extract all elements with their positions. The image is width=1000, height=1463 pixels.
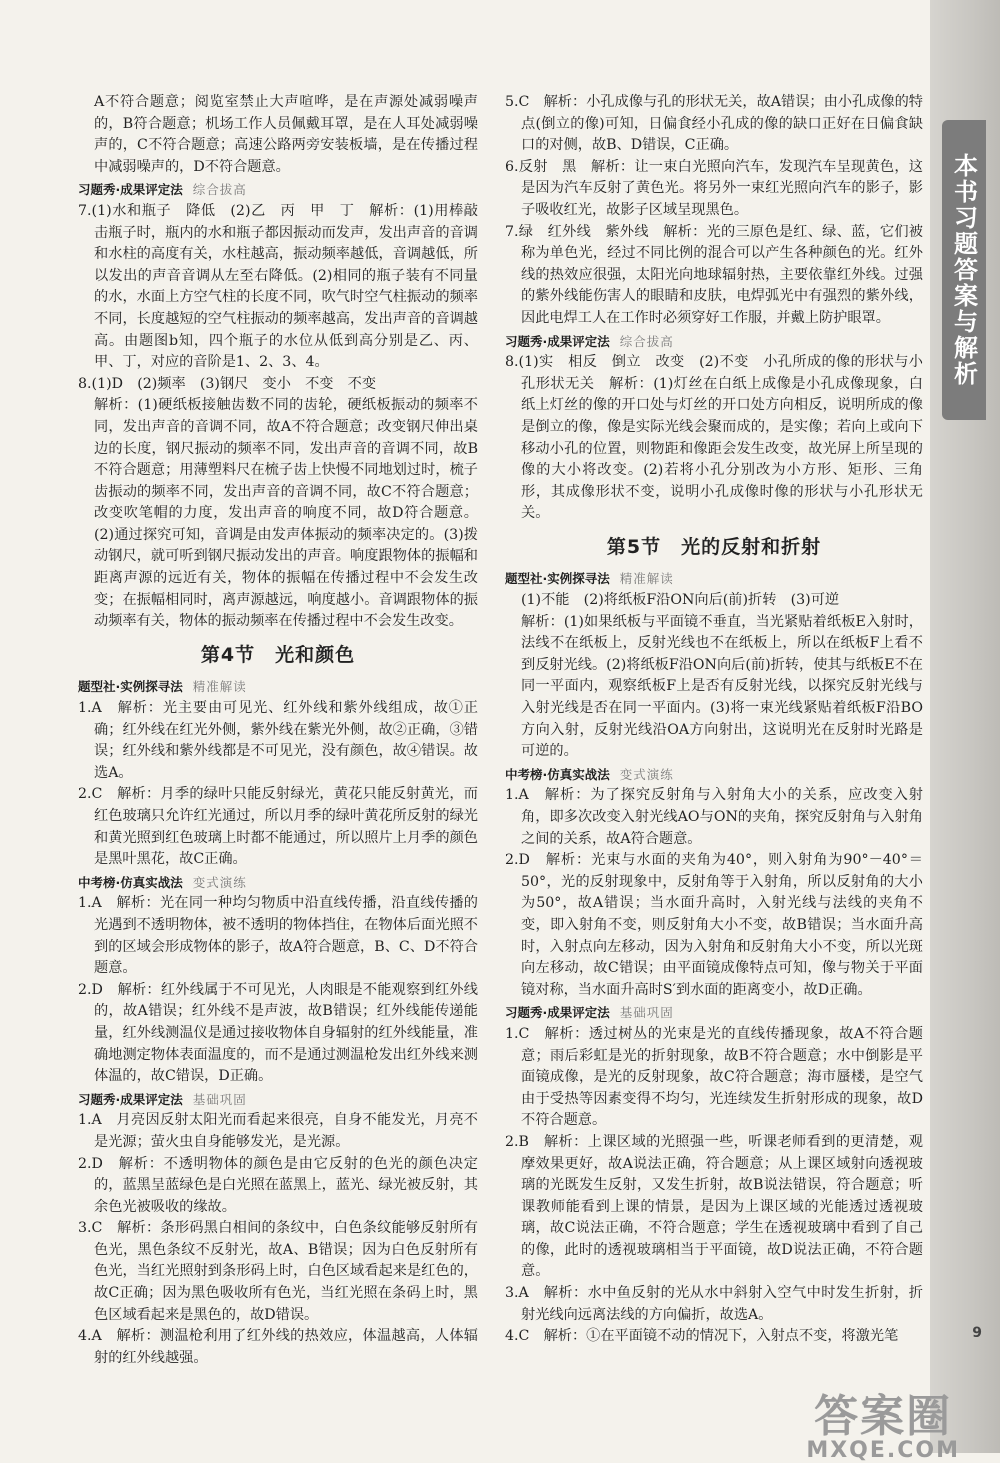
watermark-url: MXQE.COM (806, 1438, 960, 1463)
answer-paragraph: 7.绿 红外线 紫外线 解析：光的三原色是红、绿、蓝，它们被称为单色光，经过不同比例的混合可以产生各种颜色的光。红外线的热效应很强，太阳光向地球辐射热，主要依靠红外线。过强的紫外线能伤害人的眼睛和皮肤，电焊弧光中有强烈的紫外线，因此电焊工人在工作时必须穿好工作服，并戴上防护眼罩。 (505, 223, 923, 326)
subsection-label: 中考榜·仿真实战法 (505, 766, 610, 782)
answer-paragraph: 2.D 解析：光束与水面的夹角为40°，则入射角为90°－40°＝50°，光的反射现象中，反射角等于入射角，所以反射角的大小为50°，故A错误；当水面升高时，入射光线与法线的夹角不变，即入射角不变，则反射角大小不变，故B错误；当水面升高时，入射点向左移动，因为入射角和反射角大小不变，所以光斑向左移动，故C错误；由平面镜成像特点可知，像与物关于平面镜对称，当水面升高时S′到水面的距离变小，故D正确。 (505, 852, 923, 998)
answer-paragraph: A不符合题意；阅览室禁止大声喧哗，是在声源处减弱噪声的，B符合题意；机场工作人员佩戴耳罩，是在人耳处减弱噪声的，C不符合题意；高速公路两旁安装板墙，是在传播过程中减弱噪声的，D不符合题意。 (94, 94, 478, 175)
subsection-label: 习题秀·成果评定法 (78, 182, 183, 198)
subsection-tag: 变式演练 (192, 874, 247, 890)
answer-paragraph: 1.A 月亮因反射太阳光而看起来很亮，自身不能发光，月亮不是光源；萤火虫自身能够发光，是光源。 (78, 1112, 478, 1150)
subsection-label: 习题秀·成果评定法 (78, 1091, 183, 1107)
subsection-tag: 综合拔高 (192, 182, 247, 198)
answer-paragraph: 1.A 解析：光在同一种均匀物质中沿直线传播，沿直线传播的光遇到不透明物体，被不透明的物体挡住，在物体后面光照不到的区域会形成物体的影子，故A符合题意，B、C、D不符合题意。 (78, 895, 478, 977)
subsection-heading (505, 331, 923, 353)
page-number: 9 (972, 1325, 982, 1341)
subsection-heading (505, 568, 923, 590)
answer-paragraph: 4.A 解析：测温枪利用了红外线的热效应，体温越高，人体辐射的红外线越强。 (78, 1328, 478, 1366)
answer-paragraph: 8.(1)D (2)频率 (3)钢尺 变小 不变 不变 (78, 375, 377, 392)
subsection-heading (505, 764, 923, 786)
answer-paragraph: 3.C 解析：条形码黑白相间的条纹中，白色条纹能够反射所有色光，黑色条纹不反射光，故A、B错误；因为白色反射所有色光，当红光照射到条形码上时，白色区域看起来是红色的，故C正确；因为黑色吸收所有色光，当红光照在条码上时，黑色区域看起来是黑色的，故D错误。 (78, 1220, 478, 1323)
subsection-label: 题型社·实例探寻法 (505, 571, 610, 587)
subsection-tag: 基础巩固 (192, 1091, 247, 1107)
answer-paragraph: 6.反射 黑 解析：让一束白光照向汽车，发现汽车呈现黄色，这是因为汽车反射了黄色光。将另外一束红光照向汽车的影子，影子吸收红光，故影子区域呈现黑色。 (505, 158, 923, 218)
answer-paragraph: 解析：(1)硬纸板接触齿数不同的齿轮，硬纸板振动的频率不同，发出声音的音调不同，故A不符合题意；改变钢尺伸出桌边的长度，钢尺振动的频率不同，发出声音的音调不同，故B不符合题意；用薄塑料尺在梳子齿上快慢不同地划过时，梳子齿振动的频率不同，发出声音的音调不同，故C不符合题意；改变吹笔帽的力度，发出声音的响度不同，故D符合题意。(2)通过探究可知，音调是由发声体振动的频率决定的。(3)拨动钢尺，就可听到钢尺振动发出的声音。响度跟物体的振幅和距离声源的远近有关，物体的振幅在传播过程中不会发生改变；在振幅相同时，离声源越远，响度越小。音调跟物体的振动频率有关，物体的振动频率在传播过程中不会发生改变。 (94, 397, 478, 630)
section-title: 第5节 光的反射和折射 (606, 535, 822, 558)
answer-paragraph: 4.C 解析：①在平面镜不动的情况下，入射点不变，将激光笔 (505, 1328, 899, 1345)
answer-paragraph: 2.C 解析：月季的绿叶只能反射绿光，黄花只能反射黄光，而红色玻璃只允许红光通过，所以月季的绿叶黄花所反射的绿光和黄光照到红色玻璃上时都不能通过，所以照片上月季的颜色是黑叶黑花，故C正确。 (78, 786, 478, 868)
answer-paragraph: 8.(1)实 相反 倒立 改变 (2)不变 小孔所成的像的形状与小孔形状无关 解析：(1)灯丝在白纸上成像是小孔成像现象，白纸上灯丝的像的开口处与灯丝的开口处方向相反，说明所成的像是倒立的像，像是实际光线会聚而成的，是实像；若向上或向下移动小孔的位置，则物距和像距会发生改变，故光屏上所呈现的像的大小将改变。(2)若将小孔分别改为小方形、矩形、三角形，其成像形状不变，说明小孔成像时像的形状与小孔形状无关。 (505, 354, 923, 522)
answer-paragraph: 1.C 解析：透过树丛的光束是光的直线传播现象，故A不符合题意；雨后彩虹是光的折射现象，故B不符合题意；水中倒影是平面镜成像，是光的反射现象，故C符合题意；海市蜃楼，是空气由于受热等因素变得不均匀，光连续发生折射形成的现象，故D不符合题意。 (505, 1025, 923, 1129)
side-margin (930, 0, 1000, 1453)
answer-paragraph: (1)不能 (2)将纸板F沿ON向后(前)折转 (3)可逆 (521, 592, 840, 609)
subsection-tag: 综合拔高 (619, 333, 674, 349)
answer-paragraph: 解析：(1)如果纸板与平面镜不垂直，当光紧贴着纸板E入射时，法线不在纸板上，反射光线也不在纸板上，所以在纸板F上看不到反射光线。(2)将纸板F沿ON向后(前)折转，使其与纸板E不在同一平面内，观察纸板F上是否有反射光线，以探究反射光线与入射光线是否在同一平面内。(3)将一束光线紧贴着纸板F沿BO方向入射，反射光线沿OA方向射出，这说明光在反射时光路是可逆的。 (521, 613, 923, 760)
subsection-label: 中考榜·仿真实战法 (78, 874, 183, 890)
answer-paragraph: 3.A 解析：水中鱼反射的光从水中斜射入空气中时发生折射，折射光线向远离法线的方向偏折，故选A。 (505, 1285, 923, 1323)
subsection-heading (78, 179, 478, 201)
subsection-label: 习题秀·成果评定法 (505, 1005, 610, 1021)
answer-paragraph: 2.D 解析：红外线属于不可见光，人肉眼是不能观察到红外线的，故A错误；红外线不是声波，故B错误；红外线能传递能量，红外线测温仪是通过接收物体自身辐射的红外线能量，准确地测定物体表面温度的，而不是通过测温枪发出红外线来测体温的，故C错误，D正确。 (78, 981, 478, 1085)
watermark-text: 答案圈 (814, 1391, 953, 1442)
answer-paragraph: 1.A 解析：为了探究反射角与入射角大小的关系，应改变入射角，即多次改变入射光线AO与ON的夹角，探究反射角与入射角之间的关系，故A符合题意。 (505, 787, 923, 847)
chapter-tab: 本书习题答案与解析 (942, 120, 986, 420)
right-column (505, 92, 923, 1348)
subsection-tag: 精准解读 (192, 679, 247, 695)
subsection-tag: 基础巩固 (619, 1005, 674, 1021)
answer-paragraph: 1.A 解析：光主要由可见光、红外线和紫外线组成，故①正确；红外线在红光外侧，紫外线在紫光外侧，故②正确，③错误；红外线和紫外线都是不可见光，没有颜色，故④错误。故选A。 (78, 700, 478, 781)
subsection-heading (78, 872, 478, 894)
watermark (806, 1380, 960, 1463)
subsection-heading (78, 676, 478, 698)
answer-paragraph: 5.C 解析：小孔成像与孔的形状无关，故A错误；由小孔成像的特点(倒立的像)可知，日偏食经小孔成的像的缺口正好在日偏食缺口的对侧，故B、D错误，C正确。 (505, 94, 923, 154)
subsection-tag: 变式演练 (619, 766, 674, 782)
subsection-label: 习题秀·成果评定法 (505, 333, 610, 349)
section-title: 第4节 光和颜色 (200, 643, 356, 666)
subsection-heading (505, 1002, 923, 1024)
answer-paragraph: 2.D 解析：不透明物体的颜色是由它反射的色光的颜色决定的，蓝黑呈蓝绿色是白光照在蓝黑上，蓝光、绿光被反射，其余色光被吸收的缘故。 (78, 1155, 478, 1215)
answer-paragraph: 7.(1)水和瓶子 降低 (2)乙 丙 甲 丁 解析：(1)用棒敲击瓶子时，瓶内的水和瓶子都因振动而发声，发出声音的音调和水柱的高度有关，水柱越高，振动频率越低，音调越低，所以发出的声音音调从左至右降低。(2)相同的瓶子装有不同量的水，水面上方空气柱的长度不同，吹气时空气柱振动的频率不同，长度越短的空气柱振动的频率越高，发出声音的音调越高。由题图b知，四个瓶子的水位从低到高分别是乙、丙、甲、丁，对应的音阶是1、2、3、4。 (78, 202, 478, 371)
subsection-heading (78, 1089, 478, 1111)
answer-paragraph: 2.B 解析：上课区域的光照强一些，听课老师看到的更清楚，观摩效果更好，故A说法正确，符合题意；从上课区域射向透视玻璃的光既发生反射，又发生折射，故B说法错误，符合题意；听课教师能看到上课的情景，是因为上课区域的光能透过透视玻璃，故C说法正确，不符合题意；学生在透视玻璃中看到了自己的像，此时的透视玻璃相当于平面镜，故D说法正确，不符合题意。 (505, 1133, 923, 1280)
left-column (78, 92, 478, 1369)
subsection-label: 题型社·实例探寻法 (78, 679, 183, 695)
subsection-tag: 精准解读 (619, 571, 674, 587)
